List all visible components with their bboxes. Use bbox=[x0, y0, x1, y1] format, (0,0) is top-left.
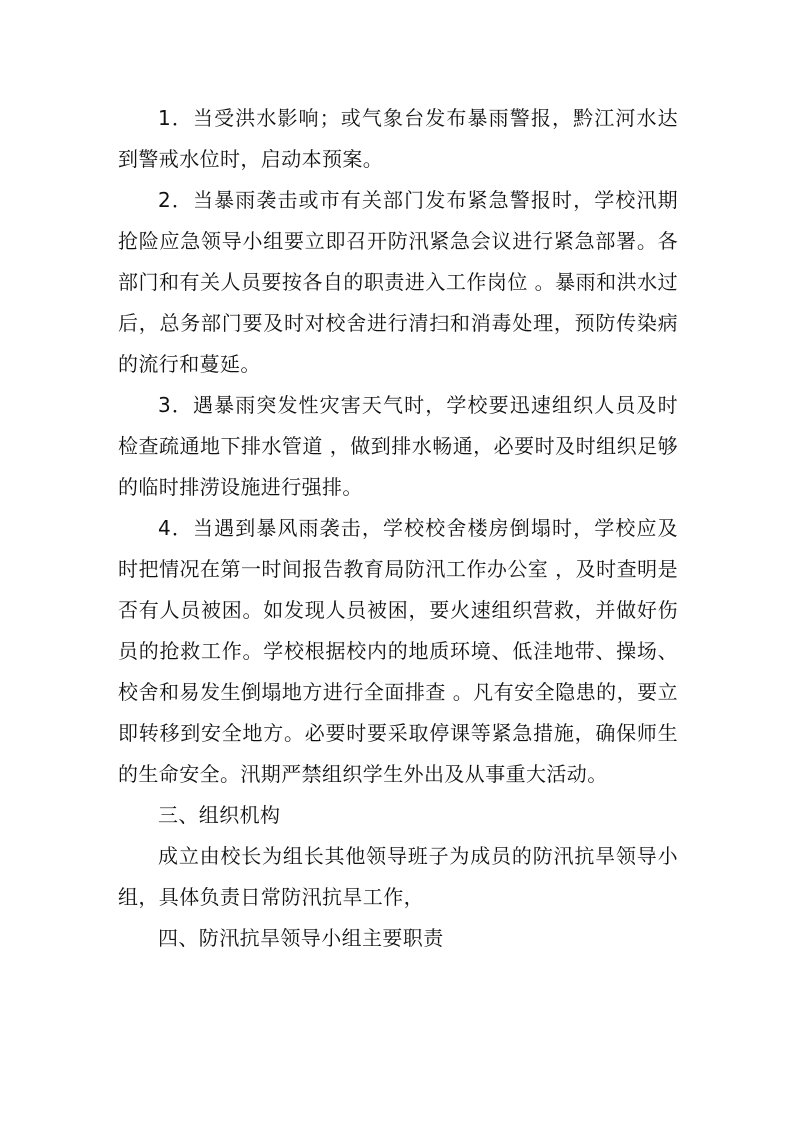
section-heading-4: 四、防汛抗旱领导小组主要职责 bbox=[158, 926, 444, 950]
paragraph-3: 3．遇暴雨突发性灾害天气时，学校要迅速组织人员及时检查疏通地下排水管道 ，做到排水畅通，必要时及时组织足够的临时排涝设施进行强排。 bbox=[118, 393, 678, 499]
paragraph-2: 2．当暴雨袭击或市有关部门发布紧急警报时，学校汛期抢险应急领导小组要立即召开防汛紧急会议进行紧急部署。各部门和有关人员要按各自的职责进入工作岗位 。暴雨和洪水过后，总务部门要及时对校舍进行清扫和消毒处理，预防传染病的流行和蔓延。 bbox=[118, 188, 678, 376]
paragraph-5: 成立由校长为组长其他领导班子为成员的防汛抗旱领导小组，具体负责日常防汛抗旱工作， bbox=[118, 844, 678, 909]
paragraph-1: 1．当受洪水影响；或气象台发布暴雨警报，黔江河水达到警戒水位时，启动本预案。 bbox=[118, 106, 678, 171]
document-body bbox=[118, 98, 678, 959]
section-heading-3: 三、组织机构 bbox=[158, 803, 281, 827]
paragraph-4: 4．当遇到暴风雨袭击，学校校舍楼房倒塌时，学校应及时把情况在第一时间报告教育局防汛工作办公室 ，及时查明是否有人员被困。如发现人员被困，要火速组织营救，并做好伤员的抢救工作。学校根据校内的地质环境、低洼地带、操场、校舍和易发生倒塌地方进行全面排查 。凡有安全隐患的，要立即转移到安全地方。必要时要采取停课等紧急措施，确保师生的生命安全。汛期严禁组织学生外出及从事重大活动。 bbox=[118, 516, 678, 786]
